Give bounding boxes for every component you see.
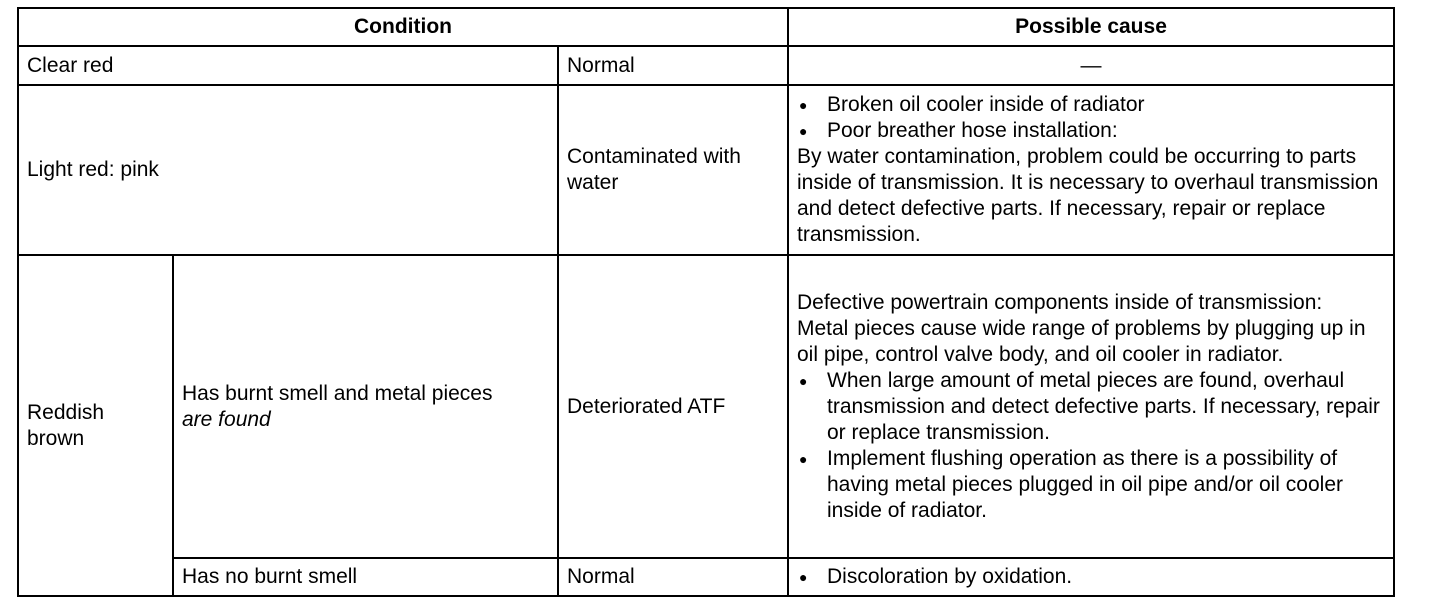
cause-paragraph: Metal pieces cause wide range of problems by plugging up in oil pipe, control valve body, and oil cooler in radiator. (797, 316, 1366, 366)
row-reddish-brown-no-smell (18, 558, 1394, 596)
row-clear-red (18, 46, 1394, 85)
bullet-item (797, 92, 1385, 118)
cause-light-red (788, 85, 1394, 255)
header-row (18, 8, 1394, 46)
header-condition: Condition (18, 8, 788, 46)
state-no-smell: Normal (558, 558, 788, 596)
bullet-text: Poor breather hose installation: (827, 119, 1118, 142)
state-clear-red: Normal (558, 46, 788, 85)
row-light-red (18, 85, 1394, 255)
bullet-text: When large amount of metal pieces are found, overhaul transmission and detect defective parts. If necessary, repair or replace transmission. (827, 368, 1380, 444)
state-light-red: Contaminated with water (558, 85, 788, 255)
subcond-burnt-metal-text: Has burnt smell and metal pieces (182, 381, 493, 405)
bullet-icon: ● (799, 569, 808, 585)
cause-no-smell (788, 558, 1394, 596)
cond-reddish-brown: Reddish brown (18, 255, 173, 596)
bullet-text: Implement flushing operation as there is a possibility of having metal pieces plugged in oil pipe and/or oil cooler inside of radiator. (827, 446, 1343, 522)
row-reddish-brown-burnt (18, 255, 1394, 558)
subcond-no-smell: Has no burnt smell (173, 558, 558, 596)
bullet-item (797, 564, 1385, 590)
bullet-text: Discoloration by oxidation. (827, 565, 1073, 588)
bullet-item (797, 118, 1385, 144)
cond-light-red: Light red: pink (18, 85, 558, 255)
cause-deteriorated (788, 255, 1394, 558)
cause-clear-red: — (788, 46, 1394, 85)
bullet-text: Broken oil cooler inside of radiator (827, 93, 1145, 116)
cause-paragraph: By water contamination, problem could be occurring to parts inside of transmission. It is necessary to overhaul transmission and detect defective parts. If necessary, repair or replace transmission. (797, 145, 1379, 246)
bullet-item (797, 446, 1385, 524)
bullet-icon: ● (799, 123, 808, 139)
header-possible-cause: Possible cause (788, 8, 1394, 46)
bullet-item (797, 368, 1385, 446)
cond-clear-red: Clear red (18, 46, 558, 85)
bullet-icon: ● (799, 97, 808, 113)
atf-condition-table (17, 7, 1395, 597)
subcond-burnt-metal (173, 255, 558, 558)
subcond-burnt-metal-italic: are found (182, 407, 271, 431)
bullet-icon: ● (799, 372, 808, 389)
bullet-icon: ● (799, 450, 808, 467)
state-deteriorated: Deteriorated ATF (558, 255, 788, 558)
cause-paragraph: Defective powertrain components inside of transmission: (797, 290, 1323, 314)
